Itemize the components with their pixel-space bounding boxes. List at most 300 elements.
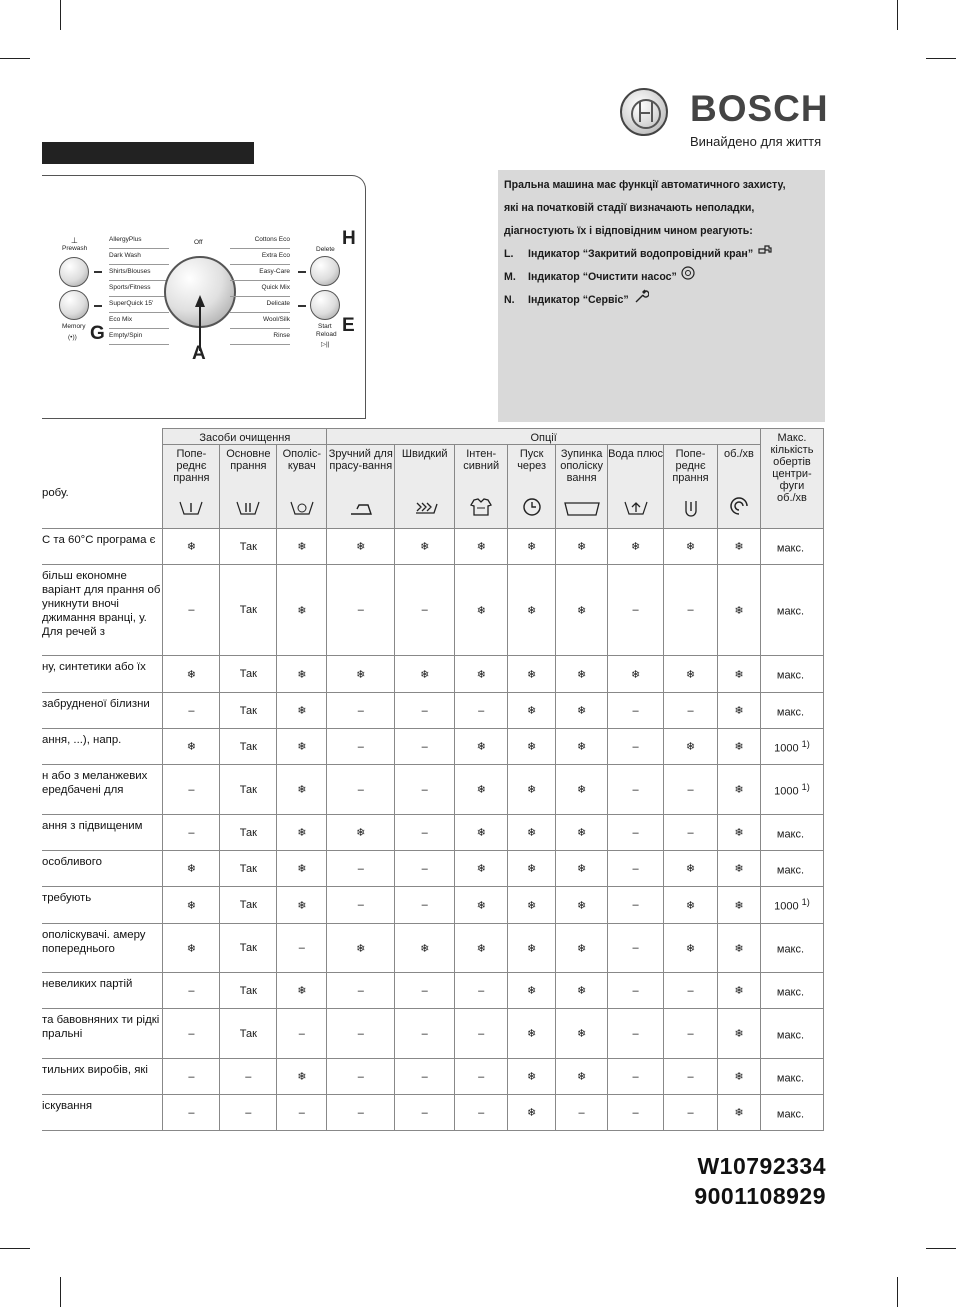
- option-cell: ❄: [455, 815, 508, 851]
- option-cell: ❄: [717, 529, 760, 565]
- water-plus-icon: [608, 499, 663, 520]
- footnote-mark: 1): [801, 738, 810, 749]
- max-spin-value: макс.: [776, 828, 805, 841]
- dash: [94, 271, 102, 273]
- program-shirts: Shirts/Blouses: [109, 265, 169, 281]
- program-description: н або з меланжевих ередбачені для: [42, 765, 163, 815]
- column-header-label: об./хв: [724, 448, 754, 460]
- option-cell: ❄: [556, 529, 608, 565]
- program-description: ополіскувачі. амеру попереднього: [42, 924, 163, 973]
- option-cell: ❄: [556, 1009, 608, 1059]
- option-cell: ❄: [664, 924, 718, 973]
- option-cell: ❄: [508, 529, 556, 565]
- dash: [298, 271, 306, 273]
- option-cell: Так: [220, 765, 277, 815]
- option-cell: –: [455, 1095, 508, 1131]
- info-item-n: N. Індикатор “Сервіс”: [504, 289, 819, 312]
- prewash-option-icon: [664, 499, 717, 520]
- program-description: особливого: [42, 851, 163, 887]
- column-header-label: Інтен-сивний: [463, 448, 500, 472]
- table-row: [42, 656, 824, 693]
- option-cell: –: [664, 693, 718, 729]
- option-cell: –: [664, 1009, 718, 1059]
- option-cell: ❄: [556, 924, 608, 973]
- option-cell: –: [395, 693, 455, 729]
- option-cell: –: [664, 1095, 718, 1131]
- option-cell: ❄: [163, 924, 220, 973]
- option-cell: ❄: [455, 729, 508, 765]
- option-cell: ❄: [455, 851, 508, 887]
- option-cell: ❄: [717, 815, 760, 851]
- option-cell: –: [327, 1059, 395, 1095]
- max-spin-value: макс.: [776, 1029, 805, 1042]
- option-cell: –: [327, 693, 395, 729]
- option-cell: ❄: [717, 973, 760, 1009]
- option-cell: ❄: [664, 529, 718, 565]
- start-button-label: Start: [318, 323, 332, 330]
- table-row: [42, 815, 824, 851]
- option-cell: ❄: [508, 851, 556, 887]
- spin-icon: [718, 495, 760, 520]
- option-cell: ❄: [508, 1009, 556, 1059]
- option-cell: –: [395, 851, 455, 887]
- table-row: [42, 693, 824, 729]
- option-cell: ❄: [327, 656, 395, 693]
- delete-button-label: Delete: [316, 246, 335, 253]
- option-cell: ❄: [717, 1009, 760, 1059]
- column-header: [608, 445, 664, 529]
- prewash-icon: ⊥: [71, 236, 78, 245]
- option-cell: –: [163, 765, 220, 815]
- option-cell: –: [327, 1095, 395, 1131]
- table-row: [42, 973, 824, 1009]
- max-spin-value: 1000: [774, 742, 799, 755]
- option-cell: ❄: [556, 693, 608, 729]
- option-cell: –: [455, 693, 508, 729]
- table-row: [42, 1009, 824, 1059]
- option-cell: ❄: [327, 529, 395, 565]
- option-cell: –: [395, 887, 455, 924]
- program-dark-wash: Dark Wash: [109, 249, 169, 265]
- table-row: [42, 1095, 824, 1131]
- option-cell: –: [277, 1009, 327, 1059]
- option-cell: –: [220, 1095, 277, 1131]
- option-cell: ❄: [664, 887, 718, 924]
- control-panel-content: [42, 183, 358, 403]
- column-header: [556, 445, 608, 529]
- program-description: тильних виробів, які: [42, 1059, 163, 1095]
- group-detergents: Засоби очищення: [163, 429, 327, 445]
- option-cell: –: [327, 887, 395, 924]
- max-spin-cell: [760, 815, 823, 851]
- column-header: [277, 445, 327, 529]
- option-cell: –: [220, 1059, 277, 1095]
- max-spin-cell: [760, 565, 823, 656]
- program-eco-mix: Eco Mix: [109, 313, 169, 329]
- dash: [298, 305, 306, 307]
- program-easy-care: Easy-Care: [230, 265, 290, 281]
- option-cell: ❄: [717, 656, 760, 693]
- option-cell: –: [163, 815, 220, 851]
- option-cell: ❄: [277, 887, 327, 924]
- column-header-label: Вода плюс: [608, 448, 664, 460]
- bosch-logo: [620, 86, 832, 152]
- max-spin-cell: [760, 1095, 823, 1131]
- option-cell: ❄: [717, 693, 760, 729]
- option-cell: ❄: [717, 765, 760, 815]
- option-cell: –: [608, 973, 664, 1009]
- option-cell: Так: [220, 1009, 277, 1059]
- program-sports: Sports/Fitness: [109, 281, 169, 297]
- option-cell: ❄: [508, 1095, 556, 1131]
- max-spin-cell: [760, 1059, 823, 1095]
- option-cell: Так: [220, 656, 277, 693]
- protection-info-box: [498, 170, 825, 422]
- option-cell: ❄: [395, 656, 455, 693]
- bosch-emblem-icon: [620, 88, 668, 136]
- crop-mark: [926, 58, 956, 59]
- option-cell: ❄: [455, 887, 508, 924]
- option-cell: –: [395, 765, 455, 815]
- option-cell: ❄: [508, 565, 556, 656]
- option-cell: Так: [220, 851, 277, 887]
- option-cell: –: [395, 565, 455, 656]
- option-cell: –: [608, 1095, 664, 1131]
- memory-icon: (•)): [68, 334, 77, 341]
- table-body: [42, 529, 824, 1131]
- column-header-label: Пуск через: [517, 448, 547, 472]
- max-spin-cell: [760, 1009, 823, 1059]
- option-cell: ❄: [327, 815, 395, 851]
- column-header: [717, 445, 760, 529]
- option-cell: –: [277, 1095, 327, 1131]
- option-cell: ❄: [508, 765, 556, 815]
- column-header: [508, 445, 556, 529]
- section-header-bar: [42, 142, 254, 164]
- info-line: які на початковій стадії визначають неполадки,: [504, 202, 755, 214]
- option-cell: ❄: [455, 765, 508, 815]
- program-description: іскування: [42, 1095, 163, 1131]
- prewash-button-label: Prewash: [62, 245, 88, 252]
- max-spin-value: макс.: [776, 669, 805, 682]
- info-line: Пральна машина має функції автоматичного захисту,: [504, 179, 786, 191]
- option-cell: –: [163, 693, 220, 729]
- option-cell: –: [163, 565, 220, 656]
- program-description: ання, ...), напр.: [42, 729, 163, 765]
- option-cell: –: [327, 851, 395, 887]
- table-row: [42, 565, 824, 656]
- crop-mark: [60, 0, 61, 30]
- option-cell: –: [664, 565, 718, 656]
- prewash-button[interactable]: [59, 257, 89, 287]
- article-code: 9001108929: [694, 1183, 826, 1209]
- option-cell: ❄: [277, 765, 327, 815]
- option-cell: ❄: [327, 924, 395, 973]
- program-description: та бавовняних ти рідкі пральні: [42, 1009, 163, 1059]
- option-cell: ❄: [664, 851, 718, 887]
- program-wool-silk: Wool/Silk: [230, 313, 290, 329]
- program-description: забрудненої білизни: [42, 693, 163, 729]
- option-cell: –: [327, 565, 395, 656]
- off-label: Off: [194, 239, 203, 246]
- option-cell: ❄: [556, 565, 608, 656]
- option-cell: ❄: [455, 529, 508, 565]
- option-cell: ❄: [608, 529, 664, 565]
- option-cell: –: [608, 851, 664, 887]
- option-cell: ❄: [717, 565, 760, 656]
- option-cell: ❄: [717, 1095, 760, 1131]
- option-cell: Так: [220, 887, 277, 924]
- option-cell: ❄: [664, 729, 718, 765]
- column-header: [220, 445, 277, 529]
- info-item-m: M. Індикатор “Очистити насос”: [504, 266, 819, 289]
- max-spin-cell: [760, 656, 823, 693]
- max-spin-value: макс.: [776, 542, 805, 555]
- max-spin-cell: [760, 729, 823, 765]
- option-cell: –: [556, 1095, 608, 1131]
- column-header-label: Ополіс-кувач: [282, 448, 322, 472]
- option-cell: –: [327, 765, 395, 815]
- option-cell: –: [664, 1059, 718, 1095]
- option-cell: ❄: [455, 924, 508, 973]
- option-cell: ❄: [508, 1059, 556, 1095]
- program-empty-spin: Empty/Spin: [109, 329, 169, 345]
- option-cell: –: [163, 973, 220, 1009]
- option-cell: ❄: [163, 529, 220, 565]
- tap-icon: [757, 243, 773, 257]
- program-quick-mix: Quick Mix: [230, 281, 290, 297]
- option-cell: ❄: [556, 729, 608, 765]
- table-row: [42, 729, 824, 765]
- footnote-mark: 1): [801, 781, 810, 792]
- start-button[interactable]: [310, 290, 340, 320]
- model-code: W10792334: [697, 1153, 826, 1179]
- timer-icon: [508, 497, 555, 520]
- rinse-hold-icon: [556, 499, 607, 520]
- option-cell: Так: [220, 815, 277, 851]
- option-cell: ❄: [395, 529, 455, 565]
- program-extra-eco: Extra Eco: [230, 249, 290, 265]
- option-cell: ❄: [556, 973, 608, 1009]
- max-spin-cell: [760, 887, 823, 924]
- option-cell: ❄: [508, 693, 556, 729]
- group-options: Опції: [327, 429, 761, 445]
- option-cell: –: [327, 729, 395, 765]
- program-superquick: SuperQuick 15': [109, 297, 169, 313]
- option-cell: –: [608, 815, 664, 851]
- brand-name: BOSCH: [690, 88, 829, 129]
- option-cell: –: [608, 1059, 664, 1095]
- label-h: H: [342, 228, 356, 249]
- info-line: діагностують їх і відповідним чином реагують:: [504, 225, 753, 237]
- iron-icon: [327, 499, 394, 520]
- option-cell: ❄: [664, 656, 718, 693]
- label-a: A: [192, 343, 206, 364]
- option-cell: –: [455, 1009, 508, 1059]
- option-cell: Так: [220, 924, 277, 973]
- option-cell: ❄: [556, 851, 608, 887]
- program-allergyplus: AllergyPlus: [109, 233, 169, 249]
- option-cell: –: [608, 693, 664, 729]
- column-header-label: Основне прання: [226, 448, 271, 472]
- option-cell: ❄: [395, 924, 455, 973]
- delete-button[interactable]: [310, 256, 340, 286]
- option-cell: –: [455, 973, 508, 1009]
- program-options-table: [42, 428, 824, 1131]
- option-cell: ❄: [508, 973, 556, 1009]
- max-spin-value: макс.: [776, 943, 805, 956]
- option-cell: ❄: [717, 924, 760, 973]
- table-row: [42, 887, 824, 924]
- table-row: [42, 1059, 824, 1095]
- option-cell: ❄: [556, 1059, 608, 1095]
- option-cell: ❄: [277, 693, 327, 729]
- option-cell: –: [327, 973, 395, 1009]
- crop-mark: [0, 1248, 30, 1249]
- option-cell: Так: [220, 693, 277, 729]
- column-header: [163, 445, 220, 529]
- label-e: E: [342, 315, 355, 336]
- option-cell: –: [395, 1059, 455, 1095]
- option-cell: ❄: [163, 851, 220, 887]
- table-row: [42, 529, 824, 565]
- option-cell: –: [608, 765, 664, 815]
- max-spin-cell: [760, 973, 823, 1009]
- option-cell: –: [664, 765, 718, 815]
- option-cell: –: [395, 815, 455, 851]
- max-spin-cell: [760, 529, 823, 565]
- option-cell: ❄: [455, 565, 508, 656]
- option-cell: ❄: [508, 815, 556, 851]
- program-description: невеликих партій: [42, 973, 163, 1009]
- option-cell: ❄: [556, 656, 608, 693]
- option-cell: ❄: [508, 887, 556, 924]
- option-cell: ❄: [277, 656, 327, 693]
- option-cell: –: [277, 924, 327, 973]
- max-spin-value: макс.: [776, 1072, 805, 1085]
- column-header-label: Попе-реднє прання: [672, 448, 709, 484]
- option-cell: Так: [220, 973, 277, 1009]
- dash: [94, 305, 102, 307]
- option-cell: Так: [220, 565, 277, 656]
- option-cell: –: [608, 565, 664, 656]
- max-spin-value: 1000: [774, 900, 799, 913]
- option-cell: ❄: [556, 765, 608, 815]
- max-spin-value: 1000: [774, 785, 799, 798]
- option-cell: –: [608, 887, 664, 924]
- table-row: [42, 924, 824, 973]
- option-cell: –: [608, 1009, 664, 1059]
- column-header-label: Зручний для прасу-вання: [328, 448, 393, 472]
- option-cell: –: [664, 815, 718, 851]
- footnote-mark: 1): [801, 897, 810, 908]
- speed-icon: [395, 499, 454, 520]
- option-cell: ❄: [717, 887, 760, 924]
- max-spin-value: макс.: [776, 864, 805, 877]
- option-cell: ❄: [508, 924, 556, 973]
- table-row: [42, 765, 824, 815]
- option-cell: –: [395, 1009, 455, 1059]
- brand-slogan: Винайдено для життя: [690, 134, 822, 149]
- max-spin-header: Макс. кількість обертів центри-фуги об./хв: [760, 429, 823, 529]
- column-header: [455, 445, 508, 529]
- program-delicate: Delicate: [230, 297, 290, 313]
- program-description: С та 60°С програма є: [42, 529, 163, 565]
- crop-mark: [897, 0, 898, 30]
- program-description: требують: [42, 887, 163, 924]
- wrench-icon: [633, 289, 649, 303]
- crop-mark: [897, 1277, 898, 1307]
- option-cell: ❄: [508, 656, 556, 693]
- option-cell: ❄: [277, 565, 327, 656]
- max-spin-value: макс.: [776, 986, 805, 999]
- crop-mark: [926, 1248, 956, 1249]
- option-cell: ❄: [556, 887, 608, 924]
- max-spin-cell: [760, 765, 823, 815]
- program-rinse: Rinse: [230, 329, 290, 345]
- option-cell: ❄: [163, 729, 220, 765]
- option-cell: ❄: [163, 656, 220, 693]
- option-cell: ❄: [277, 1059, 327, 1095]
- intensive-icon: [455, 497, 507, 520]
- option-cell: ❄: [163, 887, 220, 924]
- option-cell: ❄: [717, 1059, 760, 1095]
- program-description: ну, синтетики або їх: [42, 656, 163, 693]
- memory-button-label: Memory: [62, 323, 86, 330]
- option-cell: –: [455, 1059, 508, 1095]
- option-cell: –: [327, 1009, 395, 1059]
- program-description: більш економне варіант для прання об уникнути вночі джимання вранці, у. Для речей з: [42, 565, 163, 656]
- column-header-label: Зупинка ополіску вання: [560, 448, 603, 484]
- option-cell: –: [395, 1095, 455, 1131]
- option-cell: Так: [220, 729, 277, 765]
- option-cell: ❄: [277, 529, 327, 565]
- info-item-l: L. Індикатор “Закритий водопровідний кран”: [504, 243, 819, 266]
- table-row: [42, 851, 824, 887]
- option-cell: –: [395, 729, 455, 765]
- option-cell: –: [608, 729, 664, 765]
- option-cell: ❄: [277, 815, 327, 851]
- max-spin-value: макс.: [776, 706, 805, 719]
- prewash-icon: [163, 499, 219, 520]
- crop-mark: [0, 58, 30, 59]
- max-spin-value: макс.: [776, 1108, 805, 1121]
- reload-label: Reload: [316, 331, 337, 338]
- option-cell: ❄: [717, 851, 760, 887]
- option-cell: ❄: [277, 973, 327, 1009]
- option-cell: ❄: [608, 656, 664, 693]
- program-cottons-eco: Cottons Eco: [230, 233, 290, 249]
- pump-filter-icon: [681, 266, 695, 280]
- max-spin-cell: [760, 693, 823, 729]
- option-cell: –: [395, 973, 455, 1009]
- option-cell: ❄: [277, 729, 327, 765]
- option-cell: –: [163, 1059, 220, 1095]
- max-spin-value: макс.: [776, 605, 805, 618]
- option-cell: –: [664, 973, 718, 1009]
- max-spin-cell: [760, 851, 823, 887]
- column-header-label: Швидкий: [401, 448, 448, 460]
- option-cell: ❄: [277, 851, 327, 887]
- column-header-label: Попе-реднє прання: [173, 448, 210, 484]
- memory-button[interactable]: [59, 290, 89, 320]
- label-g: G: [90, 323, 105, 344]
- table-corner: робу.: [42, 429, 163, 529]
- column-header: [664, 445, 718, 529]
- option-cell: –: [163, 1009, 220, 1059]
- max-spin-cell: [760, 924, 823, 973]
- play-pause-icon: ▷||: [321, 341, 330, 348]
